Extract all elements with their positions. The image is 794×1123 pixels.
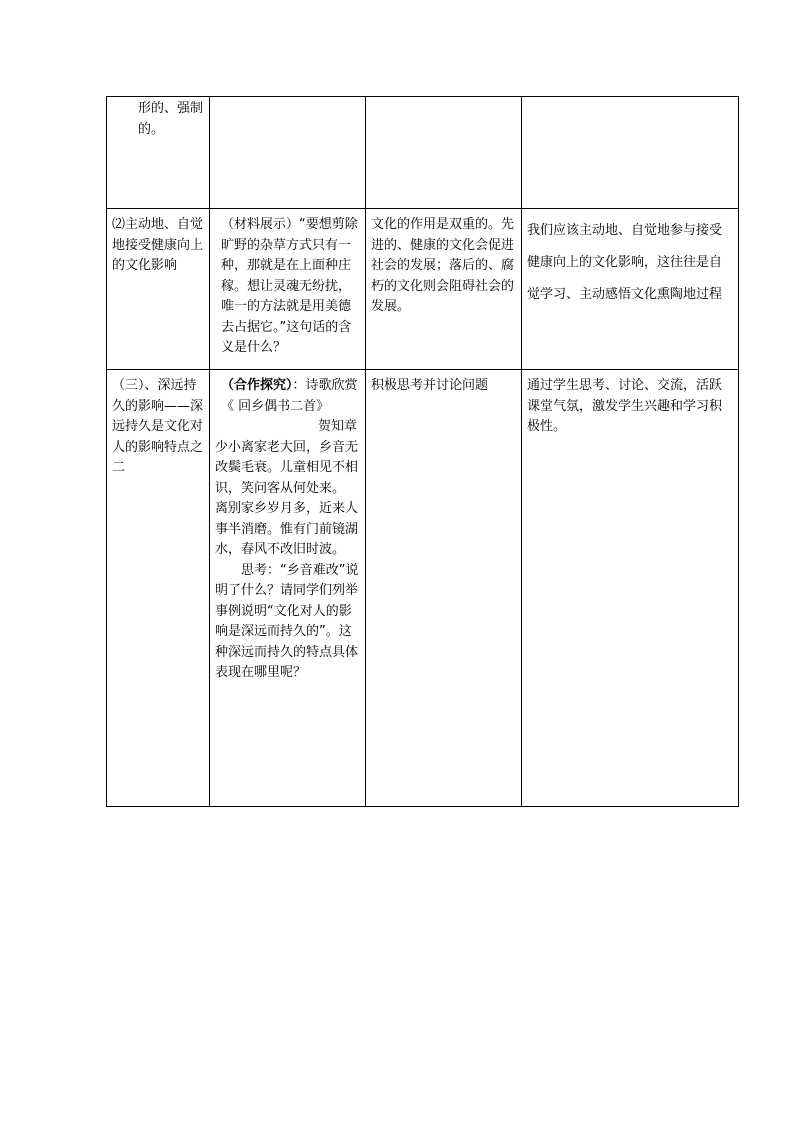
- poem-author: 贺知章: [317, 419, 357, 434]
- table-cell-material: [210, 97, 366, 209]
- table-cell-student-activity: [366, 370, 522, 807]
- table-row: [107, 97, 739, 209]
- table-cell-material: [210, 370, 366, 807]
- table-cell-topic: [107, 209, 210, 370]
- table-cell-topic: [107, 370, 210, 807]
- think-question: 思考：“乡音难改”说明了什么？请同学们列举事例说明“文化对人的影响是深远而持久的”。这种深远而持久的特点具体表现在哪里呢？: [215, 562, 359, 680]
- student-activity-text: 文化的作用是双重的。先进的、健康的文化会促进社会的发展；落后的、腐朽的文化则会阻碍社会的发展。: [371, 217, 515, 314]
- material-text: “要想剪除旷野的杂草方式只有一种，那就是在上面种庄稼。想让灵魂无纷扰，唯一的方法就是用美德去占据它。”这句话的含义是什么？: [221, 217, 358, 355]
- material-heading: [215, 376, 361, 417]
- design-intent-text: 通过学生思考、讨论、交流，活跃课堂气氛，激发学生兴趣和学习积极性。: [527, 378, 723, 434]
- table-cell-topic: [107, 97, 210, 209]
- table-cell-student-activity: [366, 97, 522, 209]
- design-intent-text: 我们应该主动地、自觉地参与接受健康向上的文化影响，这往往是自觉学习、主动感悟文化熏陶地过程: [527, 223, 723, 302]
- student-activity-text: 积极思考并讨论问题: [371, 378, 489, 393]
- table-cell-material: [210, 209, 366, 370]
- poem-intro: ：诗歌欣赏《 回乡偶书二首》: [221, 378, 358, 414]
- poem-stanza-1: 少小离家老大回，乡音无改鬓毛衰。儿童相见不相识，笑问客从何处来。: [215, 439, 359, 496]
- lesson-plan-table: [106, 96, 739, 807]
- table-cell-design-intent: [522, 97, 739, 209]
- table-row: [107, 209, 739, 370]
- material-paragraph: [215, 215, 361, 359]
- poem-stanza-2: 离别家乡岁月多，近来人事半消磨。惟有门前镜湖水，春风不改旧时波。: [215, 501, 359, 557]
- topic-text: （三）、深远持久的影响——深远持久是文化对人的影响特点之二: [112, 378, 204, 475]
- topic-text: 形的、强制的。: [138, 101, 204, 137]
- table-row: [107, 370, 739, 807]
- table-cell-student-activity: [366, 209, 522, 370]
- table-cell-design-intent: [522, 370, 739, 807]
- topic-text: ⑵主动地、自觉地接受健康向上的文化影响: [112, 217, 204, 273]
- cooperative-inquiry-tag: （合作探究）: [221, 378, 293, 393]
- table-cell-design-intent: [522, 209, 739, 370]
- material-tag: （材料展示）: [221, 217, 300, 232]
